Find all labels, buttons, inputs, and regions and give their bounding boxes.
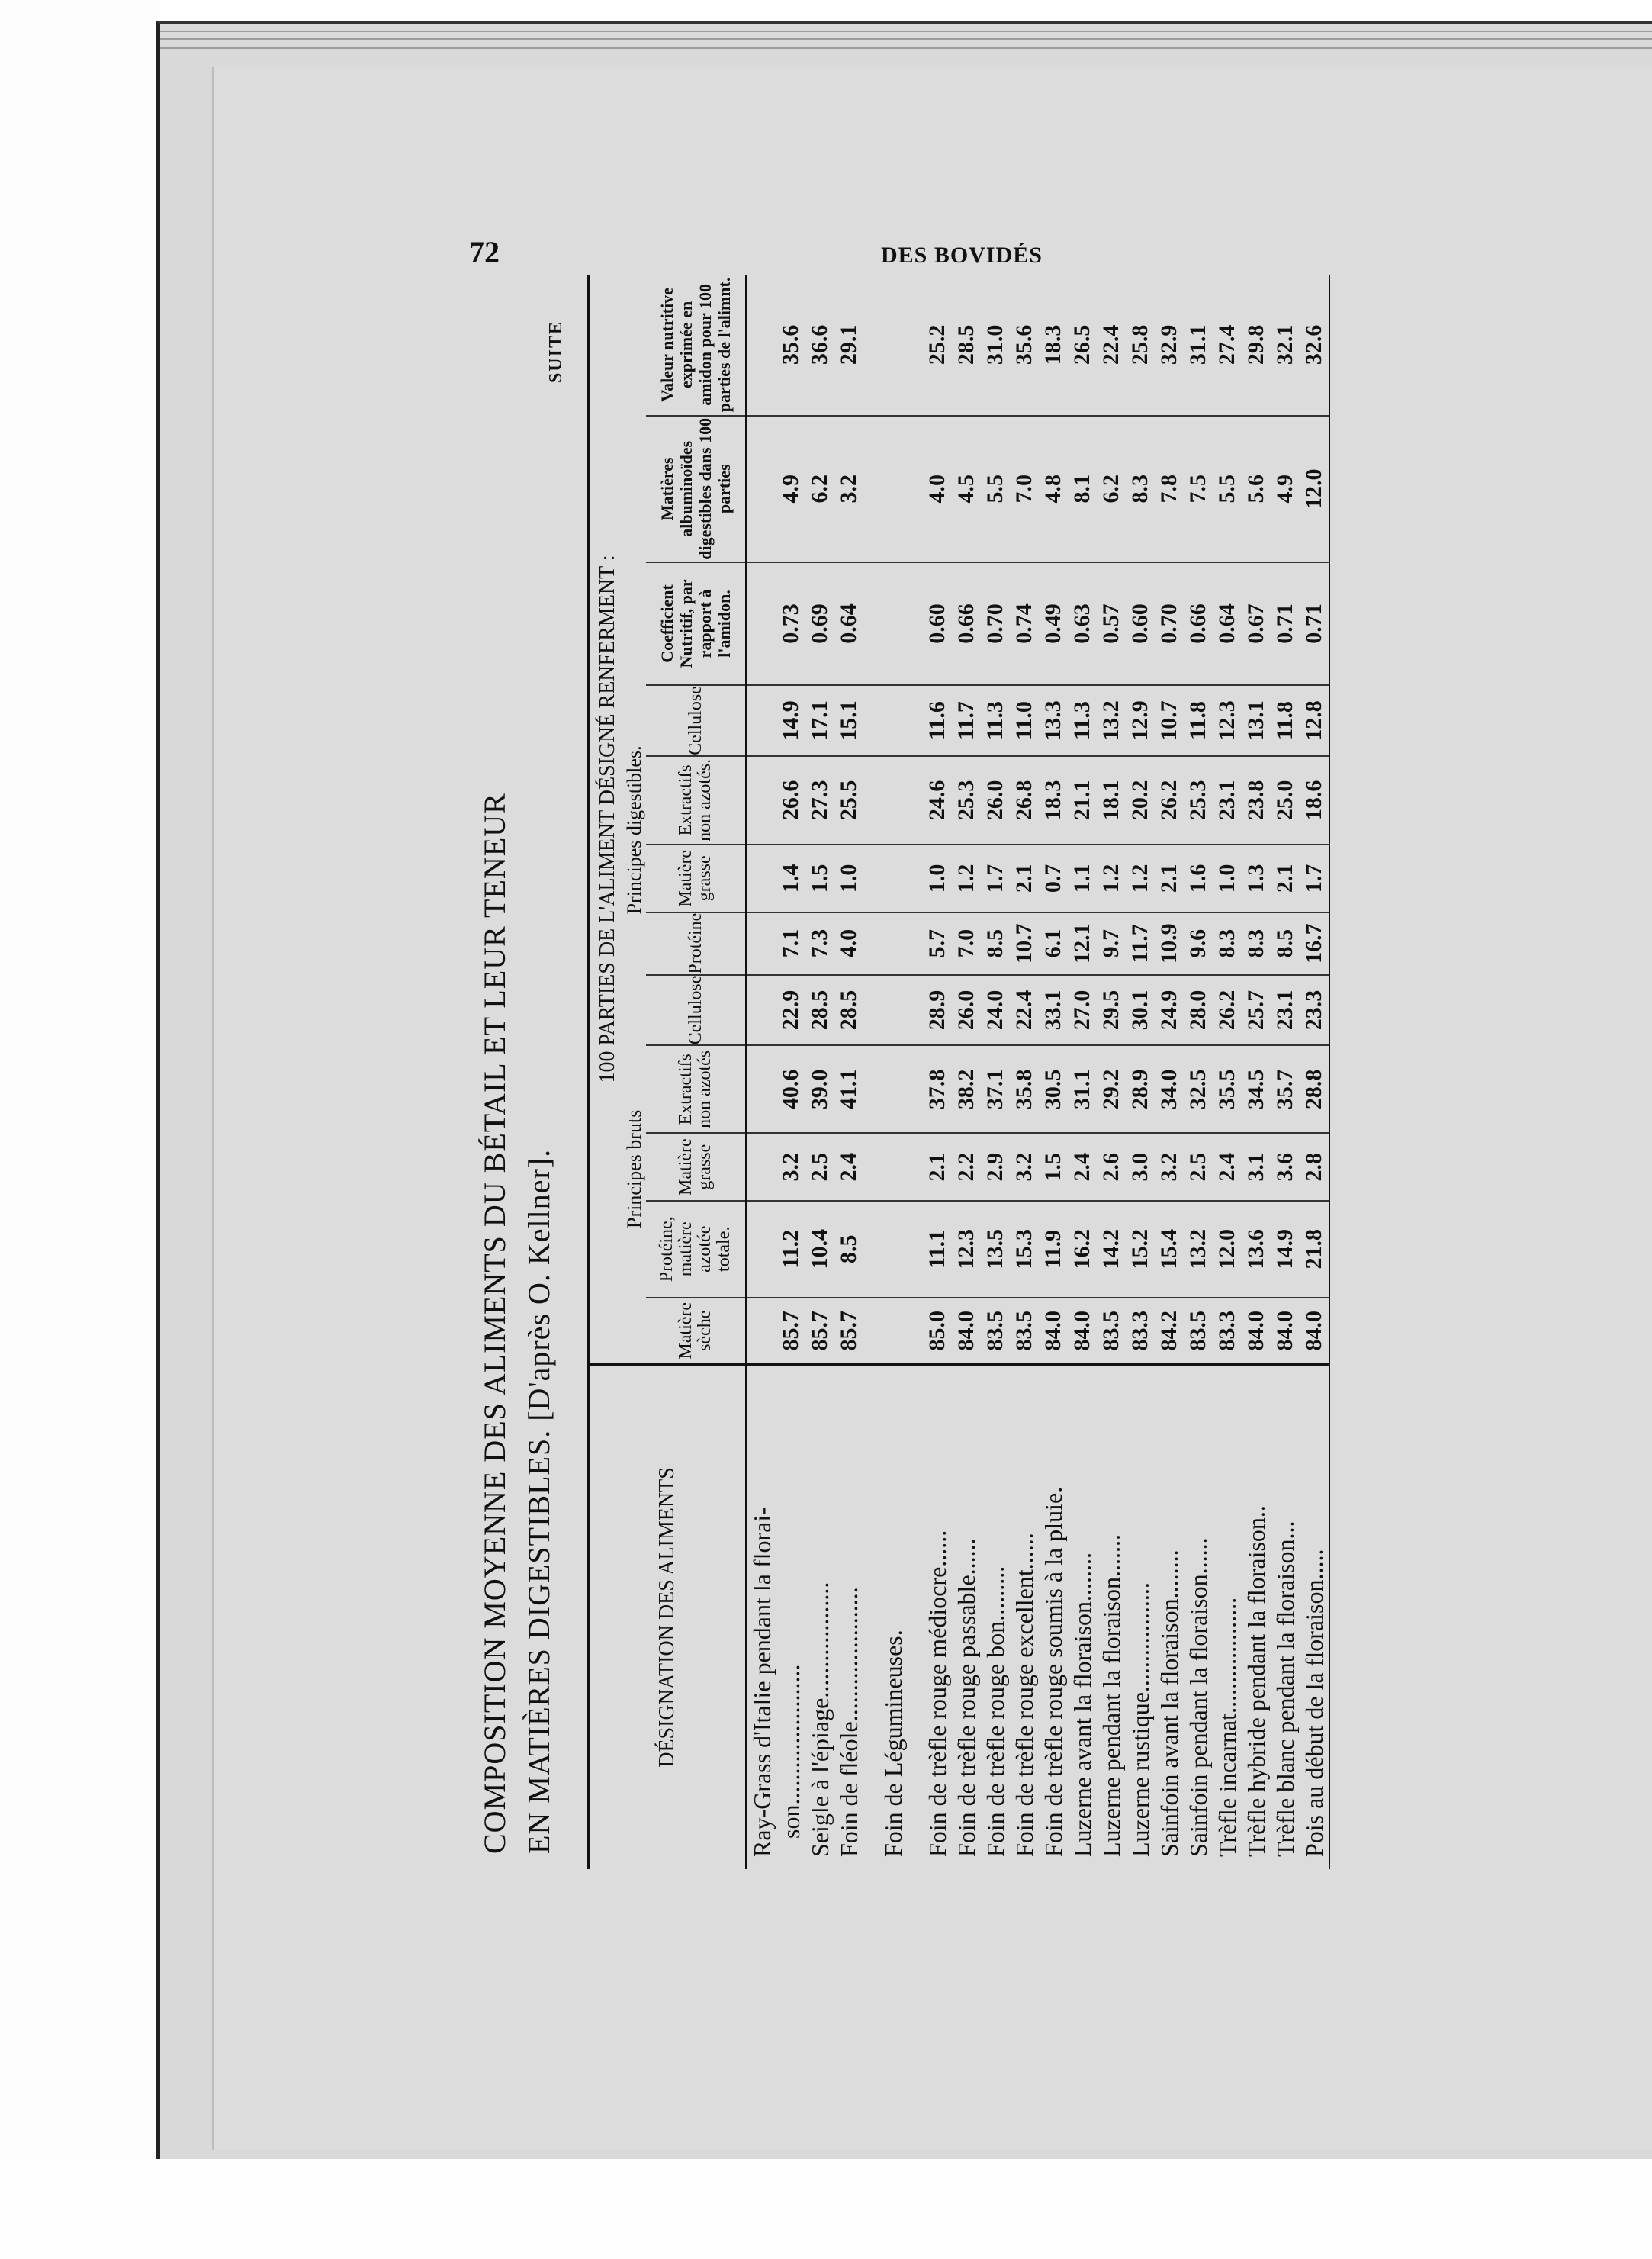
table-cell: 3.2: [834, 416, 863, 562]
table-cell: 1.2: [952, 845, 981, 912]
table-cell: 23.3: [1300, 975, 1329, 1046]
table-cell: 11.8: [1271, 685, 1300, 756]
table-cell: 2.8: [1300, 1133, 1329, 1201]
table-cell: 11.9: [1039, 1201, 1068, 1298]
row-label: Foin de fléole......................: [834, 1365, 863, 1870]
table-cell: 1.1: [1068, 845, 1097, 912]
table-cell: 38.2: [952, 1045, 981, 1133]
row-label: Luzerne avant la floraison........: [1068, 1365, 1097, 1870]
table-cell: 10.9: [1155, 912, 1184, 975]
column-header-7: Matière grasse: [646, 845, 747, 912]
table-cell: 31.1: [1068, 1045, 1097, 1133]
row-label: Foin de trèfle rouge excellent......: [1010, 1365, 1039, 1870]
table-row: [1271, 275, 1300, 1869]
table-cell: 11.7: [952, 685, 981, 756]
row-label: Sainfoin pendant la floraison......: [1184, 1365, 1213, 1870]
table-row: [1039, 275, 1068, 1869]
table-cell: [747, 756, 777, 845]
table-cell: 35.6: [1011, 324, 1037, 365]
table-cell: 9.6: [1184, 912, 1213, 975]
table-row: [1184, 275, 1213, 1869]
table-cell: 1.0: [834, 845, 863, 912]
row-label: Trèfle hybride pendant la floraison..: [1242, 1365, 1271, 1870]
table-cell: 4.0: [834, 912, 863, 975]
table-cell: 10.4: [805, 1201, 834, 1298]
table-row: [776, 275, 805, 1869]
table-cell: 18.3: [1039, 756, 1068, 845]
table-cell: 32.1: [1272, 324, 1297, 365]
table-cell: 5.7: [923, 912, 952, 975]
table-cell: 3.2: [1010, 1133, 1039, 1201]
row-label: son.......................: [776, 1365, 805, 1870]
table-cell: 7.5: [1184, 416, 1213, 562]
column-header-1: Matière sèche: [646, 1298, 747, 1365]
table-cell: 4.9: [776, 416, 805, 562]
table-cell: 6.2: [1097, 416, 1126, 562]
table-row: [1155, 275, 1184, 1869]
table-cell: 32.5: [1184, 1045, 1213, 1133]
table-cell: 12.9: [1126, 685, 1155, 756]
table-cell: 6.1: [1039, 912, 1068, 975]
table-cell: 7.3: [805, 912, 834, 975]
table-cell: [747, 416, 777, 562]
table-cell: 8.5: [1271, 912, 1300, 975]
table-cell: 13.1: [1242, 685, 1271, 756]
table-cell: 4.0: [923, 416, 952, 562]
table-cell: 11.6: [923, 685, 952, 756]
table-row: [1126, 275, 1155, 1869]
table-cell: [879, 275, 908, 416]
data-table: [587, 275, 1329, 1869]
table-cell: 0.70: [1155, 562, 1184, 685]
table-cell: [879, 1298, 908, 1365]
row-label: Seigle à l'épiage...................: [805, 1365, 834, 1870]
table-cell: 29.5: [1097, 975, 1126, 1046]
table-cell: [747, 1298, 777, 1365]
table-cell: 23.8: [1242, 756, 1271, 845]
table-cell: 83.5: [1097, 1298, 1126, 1365]
table-cell: 29.2: [1097, 1045, 1126, 1133]
table-cell: 22.4: [1098, 324, 1123, 365]
table-cell: [747, 1045, 777, 1133]
row-label: Foin de trèfle rouge bon.........: [981, 1365, 1010, 1870]
table-row: [1242, 275, 1271, 1869]
table-cell: 84.2: [1155, 1298, 1184, 1365]
scan-margin-left: [0, 0, 160, 2259]
table-cell: 84.0: [1068, 1298, 1097, 1365]
table-cell: 26.0: [981, 756, 1010, 845]
table-cell: 0.49: [1039, 562, 1068, 685]
table-cell: 1.0: [923, 845, 952, 912]
table-cell: 0.71: [1271, 562, 1300, 685]
table-cell: 26.5: [1069, 324, 1094, 365]
table-cell: 16.7: [1300, 912, 1329, 975]
table-cell: 84.0: [1271, 1298, 1300, 1365]
table-cell: 31.0: [982, 324, 1008, 365]
table-cell: 23.1: [1271, 975, 1300, 1046]
table-cell: 13.3: [1039, 685, 1068, 756]
table-cell: [879, 912, 908, 975]
title-line-2-text: EN MATIÈRES DIGESTIBLES.: [522, 1429, 556, 1854]
table-cell: 85.7: [776, 1298, 805, 1365]
table-cell: 9.7: [1097, 912, 1126, 975]
suite-label: SUITE: [546, 320, 566, 384]
table-cell: [879, 1201, 908, 1298]
table-cell: 13.2: [1184, 1201, 1213, 1298]
column-header-9: Cellulose: [646, 685, 747, 756]
table-cell: 2.4: [834, 1133, 863, 1201]
table-cell: 28.5: [834, 975, 863, 1046]
scan-margin-bottom: [0, 2159, 1652, 2259]
table-cell: 11.1: [923, 1201, 952, 1298]
table-cell: 35.8: [1010, 1045, 1039, 1133]
table-cell: 30.5: [1039, 1045, 1068, 1133]
column-header-5: Cellulose: [646, 975, 747, 1046]
sub-header-digestible: Principes digestibles.: [623, 745, 645, 915]
row-label: Sainfoin avant la floraison........: [1155, 1365, 1184, 1870]
table-cell: 21.1: [1068, 756, 1097, 845]
table-cell: 30.1: [1126, 975, 1155, 1046]
table-cell: 84.0: [952, 1298, 981, 1365]
table-cell: 13.6: [1242, 1201, 1271, 1298]
row-label: Trèfle incarnat...................: [1213, 1365, 1242, 1870]
table-bottom-rule: [1329, 275, 1330, 1869]
table-cell: 84.0: [1300, 1298, 1329, 1365]
table-cell: 20.2: [1126, 756, 1155, 845]
table-row: [1068, 275, 1097, 1869]
table-cell: 12.8: [1300, 685, 1329, 756]
table-cell: 28.0: [1184, 975, 1213, 1046]
title-line-1: COMPOSITION MOYENNE DES ALIMENTS DU BÉTAIL ET LEUR TENEUR: [477, 793, 512, 1854]
table-cell: [747, 1201, 777, 1298]
table-cell: 2.9: [981, 1133, 1010, 1201]
table-cell: 28.5: [953, 324, 979, 365]
title-line-2: [517, 290, 561, 1854]
table-cell: 32.6: [1301, 324, 1326, 365]
table-cell: 29.1: [836, 324, 861, 365]
table-cell: 1.0: [1213, 845, 1242, 912]
table-cell: 83.3: [1213, 1298, 1242, 1365]
table-cell: 25.2: [924, 324, 950, 365]
table-cell: 11.2: [776, 1201, 805, 1298]
table-row: [1010, 275, 1039, 1869]
table-cell: 4.8: [1039, 416, 1068, 562]
column-header-3: Matière grasse: [646, 1133, 747, 1201]
table-cell: 33.1: [1039, 975, 1068, 1046]
table-cell: 1.2: [1097, 845, 1126, 912]
table-cell: 8.3: [1242, 912, 1271, 975]
table-cell: 28.9: [923, 975, 952, 1046]
table-cell: 35.5: [1213, 1045, 1242, 1133]
title-source: [D'après O. Kellner].: [522, 1148, 556, 1421]
table-cell: 2.1: [923, 1133, 952, 1201]
table-row: [981, 275, 1010, 1869]
table-cell: 83.5: [981, 1298, 1010, 1365]
table-cell: 1.4: [776, 845, 805, 912]
table-cell: 0.7: [1039, 845, 1068, 912]
table-cell: [879, 416, 908, 562]
table-cell: 12.3: [1213, 685, 1242, 756]
table-cell: 27.4: [1214, 324, 1239, 365]
table-cell: [879, 562, 908, 685]
table-cell: 2.1: [1155, 845, 1184, 912]
table-cell: 14.9: [776, 685, 805, 756]
table-cell: 12.0: [1300, 416, 1329, 562]
table-cell: 25.7: [1242, 975, 1271, 1046]
table-cell: 32.9: [1156, 324, 1181, 365]
running-head: DES BOVIDÉS: [881, 243, 1043, 268]
table-cell: 37.8: [923, 1045, 952, 1133]
table-cell: 12.1: [1068, 912, 1097, 975]
table-cell: [747, 912, 777, 975]
table-cell: 84.0: [1039, 1298, 1068, 1365]
column-header-11: Matières albuminoïdes digestibles dans 100 parties: [646, 416, 747, 562]
table-cell: 6.2: [805, 416, 834, 562]
table-cell: 11.8: [1184, 685, 1213, 756]
table-cell: 5.6: [1242, 416, 1271, 562]
table-cell: 26.0: [952, 975, 981, 1046]
table-cell: 28.5: [805, 975, 834, 1046]
table-cell: 14.2: [1097, 1201, 1126, 1298]
table-cell: 7.8: [1155, 416, 1184, 562]
table-cell: 83.5: [1184, 1298, 1213, 1365]
table-cell: [747, 845, 777, 912]
table-cell: 1.6: [1184, 845, 1213, 912]
sub-header-brut: Principes bruts: [623, 1109, 645, 1228]
composition-table: [587, 259, 1330, 1869]
table-cell: 0.70: [981, 562, 1010, 685]
table-cell: 0.71: [1300, 562, 1329, 685]
table-cell: 15.2: [1126, 1201, 1155, 1298]
table-cell: 1.5: [1039, 1133, 1068, 1201]
table-cell: 2.1: [1271, 845, 1300, 912]
column-header-4: Extractifs non azotés: [646, 1045, 747, 1133]
table-cell: 8.3: [1126, 416, 1155, 562]
table-cell: 2.6: [1097, 1133, 1126, 1201]
table-cell: 5.5: [1213, 416, 1242, 562]
table-cell: 0.60: [1126, 562, 1155, 685]
table-cell: 83.5: [1010, 1298, 1039, 1365]
column-header-12: Valeur nutritive exprimée en amidon pour 100 parties de l'alimnt.: [646, 275, 747, 416]
table-cell: [747, 275, 777, 416]
table-cell: 25.5: [834, 756, 863, 845]
table-cell: 26.2: [1213, 975, 1242, 1046]
table-cell: 3.6: [1271, 1133, 1300, 1201]
table-cell: 10.7: [1155, 685, 1184, 756]
row-label: Luzerne pendant la floraison.......: [1097, 1365, 1126, 1870]
table-cell: [747, 562, 777, 685]
table-cell: 41.1: [834, 1045, 863, 1133]
table-cell: 85.7: [834, 1298, 863, 1365]
table-cell: 15.4: [1155, 1201, 1184, 1298]
table-cell: 31.1: [1185, 324, 1210, 365]
table-cell: 14.9: [1271, 1201, 1300, 1298]
column-header-6: Protéine: [646, 912, 747, 975]
table-cell: 0.73: [776, 562, 805, 685]
table-cell: 11.3: [1068, 685, 1097, 756]
rotated-table-block: [473, 259, 1495, 1869]
table-cell: 25.3: [952, 756, 981, 845]
table-cell: 34.5: [1242, 1045, 1271, 1133]
row-label: Foin de Légumineuses.: [879, 1365, 908, 1870]
table-row: [1097, 275, 1126, 1869]
table-cell: 11.0: [1010, 685, 1039, 756]
row-label: Foin de trèfle rouge médiocre......: [923, 1365, 952, 1870]
table-cell: 35.7: [1271, 1045, 1300, 1133]
table-row: [1300, 275, 1329, 1869]
table-cell: 0.64: [1213, 562, 1242, 685]
table-cell: 0.69: [805, 562, 834, 685]
table-cell: 24.9: [1155, 975, 1184, 1046]
table-cell: 12.0: [1213, 1201, 1242, 1298]
table-cell: 35.6: [778, 324, 803, 365]
table-cell: 26.8: [1010, 756, 1039, 845]
row-label: Pois au début de la floraison.....: [1300, 1365, 1329, 1870]
table-cell: 24.0: [981, 975, 1010, 1046]
table-cell: 83.3: [1126, 1298, 1155, 1365]
table-cell: 28.8: [1300, 1045, 1329, 1133]
table-cell: 0.57: [1097, 562, 1126, 685]
designation-header: DÉSIGNATION DES ALIMENTS: [589, 1365, 747, 1870]
table-cell: 15.3: [1010, 1201, 1039, 1298]
table-cell: 2.5: [1184, 1133, 1213, 1201]
table-cell: 0.64: [834, 562, 863, 685]
table-cell: 27.0: [1068, 975, 1097, 1046]
page-number: 72: [469, 235, 500, 269]
table-row: [923, 275, 952, 1869]
row-label: Foin de trèfle rouge passable......: [952, 1365, 981, 1870]
table-cell: 2.5: [805, 1133, 834, 1201]
table-cell: 15.1: [834, 685, 863, 756]
table-cell: 12.3: [952, 1201, 981, 1298]
table-cell: 1.2: [1126, 845, 1155, 912]
table-cell: 8.3: [1213, 912, 1242, 975]
table-cell: 18.1: [1097, 756, 1126, 845]
group-header: 100 PARTIES DE L'ALIMENT DÉSIGNÉ RENFERMENT :: [596, 555, 619, 1083]
table-cell: [747, 975, 777, 1046]
table-cell: 3.0: [1126, 1133, 1155, 1201]
table-cell: 0.67: [1242, 562, 1271, 685]
table-cell: 0.63: [1068, 562, 1097, 685]
table-cell: 25.3: [1184, 756, 1213, 845]
table-cell: [879, 845, 908, 912]
table-cell: 34.0: [1155, 1045, 1184, 1133]
table-cell: 13.2: [1097, 685, 1126, 756]
table-cell: 18.6: [1300, 756, 1329, 845]
table-cell: [879, 685, 908, 756]
table-cell: 10.7: [1010, 912, 1039, 975]
table-cell: [747, 685, 777, 756]
table-cell: [747, 1133, 777, 1201]
table-row: [834, 275, 863, 1869]
table-cell: 4.5: [952, 416, 981, 562]
table-cell: 3.2: [776, 1133, 805, 1201]
table-cell: 23.1: [1213, 756, 1242, 845]
table-cell: 13.5: [981, 1201, 1010, 1298]
table-cell: 18.3: [1040, 324, 1065, 365]
column-header-8: Extractifs non azotés.: [646, 756, 747, 845]
table-cell: 39.0: [805, 1045, 834, 1133]
table-cell: 17.1: [805, 685, 834, 756]
table-row: [1213, 275, 1242, 1869]
table-row: [879, 275, 908, 1869]
table-cell: 2.2: [952, 1133, 981, 1201]
table-cell: 8.1: [1068, 416, 1097, 562]
table-cell: 11.7: [1126, 912, 1155, 975]
table-cell: 0.74: [1010, 562, 1039, 685]
table-cell: 37.1: [981, 1045, 1010, 1133]
row-label: Ray-Grass d'Italie pendant la florai-: [747, 1365, 777, 1870]
table-cell: 2.4: [1068, 1133, 1097, 1201]
table-cell: 1.7: [1300, 845, 1329, 912]
table-cell: 26.2: [1155, 756, 1184, 845]
column-header-10: Coefficient Nutritif, par rapport à l'amidon.: [646, 562, 747, 685]
table-cell: 28.9: [1126, 1045, 1155, 1133]
table-cell: 2.1: [1010, 845, 1039, 912]
table-row: [805, 275, 834, 1869]
table-cell: 2.4: [1213, 1133, 1242, 1201]
table-cell: 11.3: [981, 685, 1010, 756]
row-label: Trèfle blanc pendant la floraison...: [1271, 1365, 1300, 1870]
table-cell: 8.5: [834, 1201, 863, 1298]
table-cell: 85.7: [805, 1298, 834, 1365]
table-cell: 22.4: [1010, 975, 1039, 1046]
table-cell: 25.8: [1127, 324, 1152, 365]
table-cell: 3.1: [1242, 1133, 1271, 1201]
table-cell: 26.6: [776, 756, 805, 845]
row-label: Luzerne rustique..................: [1126, 1365, 1155, 1870]
table-cell: 40.6: [776, 1045, 805, 1133]
table-cell: 24.6: [923, 756, 952, 845]
table-cell: 22.9: [776, 975, 805, 1046]
table-cell: 5.5: [981, 416, 1010, 562]
table-cell: 3.2: [1155, 1133, 1184, 1201]
table-row: [952, 275, 981, 1869]
table-cell: 36.6: [807, 324, 832, 365]
table-cell: 16.2: [1068, 1201, 1097, 1298]
table-cell: 8.5: [981, 912, 1010, 975]
table-cell: 0.66: [1184, 562, 1213, 685]
table-cell: 85.0: [923, 1298, 952, 1365]
table-cell: [879, 756, 908, 845]
table-cell: 25.0: [1271, 756, 1300, 845]
table-cell: 0.60: [923, 562, 952, 685]
table-cell: 4.9: [1271, 416, 1300, 562]
table-cell: [879, 975, 908, 1046]
table-cell: 27.3: [805, 756, 834, 845]
table-cell: 1.3: [1242, 845, 1271, 912]
table-cell: 21.8: [1300, 1201, 1329, 1298]
table-cell: 7.1: [776, 912, 805, 975]
table-title: [473, 290, 566, 1854]
table-cell: 29.8: [1243, 324, 1268, 365]
table-row: [747, 275, 777, 1869]
table-cell: 7.0: [1010, 416, 1039, 562]
table-cell: 84.0: [1242, 1298, 1271, 1365]
row-label: Foin de trèfle rouge soumis à la pluie.: [1039, 1365, 1068, 1870]
table-cell: 1.7: [981, 845, 1010, 912]
table-cell: 1.5: [805, 845, 834, 912]
table-cell: 7.0: [952, 912, 981, 975]
column-header-2: Protéine, matière azotée totale.: [646, 1201, 747, 1298]
table-cell: 0.66: [952, 562, 981, 685]
table-cell: [879, 1133, 908, 1201]
table-cell: [879, 1045, 908, 1133]
